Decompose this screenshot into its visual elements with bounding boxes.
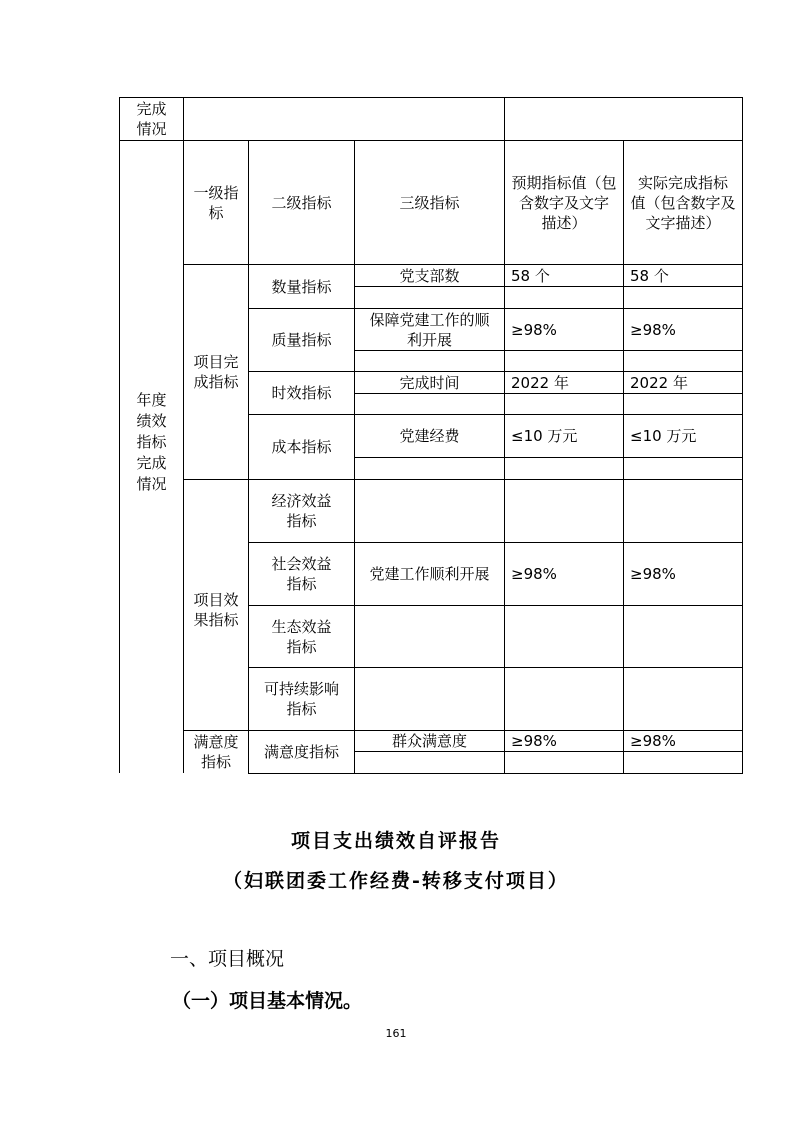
annual-performance-label: 年度 绩效 指标 完成 情况 (136, 390, 167, 493)
social-actual: ≥98% (630, 565, 676, 583)
level2-timeliness: 时效指标 (271, 384, 332, 402)
quality-actual: ≥98% (630, 320, 676, 339)
group-output-label: 项目完 成指标 (193, 353, 239, 391)
timeliness-expected: 2022 年 (511, 373, 569, 392)
report-title: 项目支出绩效自评报告 (290, 830, 501, 852)
section-heading-overview: 一、项目概况 (170, 948, 285, 970)
level2-satisfaction: 满意度指标 (263, 743, 339, 761)
cost-actual: ≤10 万元 (630, 427, 697, 445)
quality-level3: 保障党建工作的顺 利开展 (369, 310, 490, 349)
cost-level3: 党建经费 (399, 427, 460, 445)
cost-expected: ≤10 万元 (511, 427, 578, 445)
header-level2: 二级指标 (271, 193, 332, 212)
group-effect-label: 项目效 果指标 (193, 591, 239, 629)
header-level1: 一级指 标 (193, 183, 239, 222)
quantity-level3: 党支部数 (399, 266, 460, 285)
social-expected: ≥98% (511, 565, 557, 583)
level2-quantity: 数量指标 (271, 277, 332, 296)
level2-cost: 成本指标 (271, 438, 332, 456)
level2-quality: 质量指标 (271, 331, 332, 349)
section-heading-basic-info: （一）项目基本情况。 (172, 990, 363, 1012)
level2-social: 社会效益 指标 (271, 555, 332, 593)
social-level3: 党建工作顺利开展 (369, 565, 490, 583)
quantity-expected: 58 个 (511, 266, 550, 285)
quantity-actual: 58 个 (630, 266, 669, 285)
satisfaction-level3: 群众满意度 (391, 732, 467, 750)
group-satisfaction-label: 满意度 指标 (193, 733, 239, 771)
completion-label: 完成 情况 (136, 100, 167, 138)
page-number: 161 (385, 1027, 407, 1040)
satisfaction-expected: ≥98% (511, 732, 557, 750)
quality-expected: ≥98% (511, 320, 557, 339)
timeliness-actual: 2022 年 (630, 373, 688, 392)
header-expected: 预期指标值（包 含数字及文字 描述） (511, 173, 617, 232)
header-level3: 三级指标 (399, 193, 460, 212)
satisfaction-actual: ≥98% (630, 732, 676, 750)
report-subtitle: （妇联团委工作经费-转移支付项目） (223, 870, 569, 892)
timeliness-level3: 完成时间 (399, 373, 460, 392)
level2-ecological: 生态效益 指标 (271, 617, 332, 656)
header-actual: 实际完成指标 值（包含数字及 文字描述） (630, 173, 736, 232)
level2-economic: 经济效益 指标 (271, 492, 332, 530)
level2-sustainable: 可持续影响 指标 (263, 680, 339, 718)
